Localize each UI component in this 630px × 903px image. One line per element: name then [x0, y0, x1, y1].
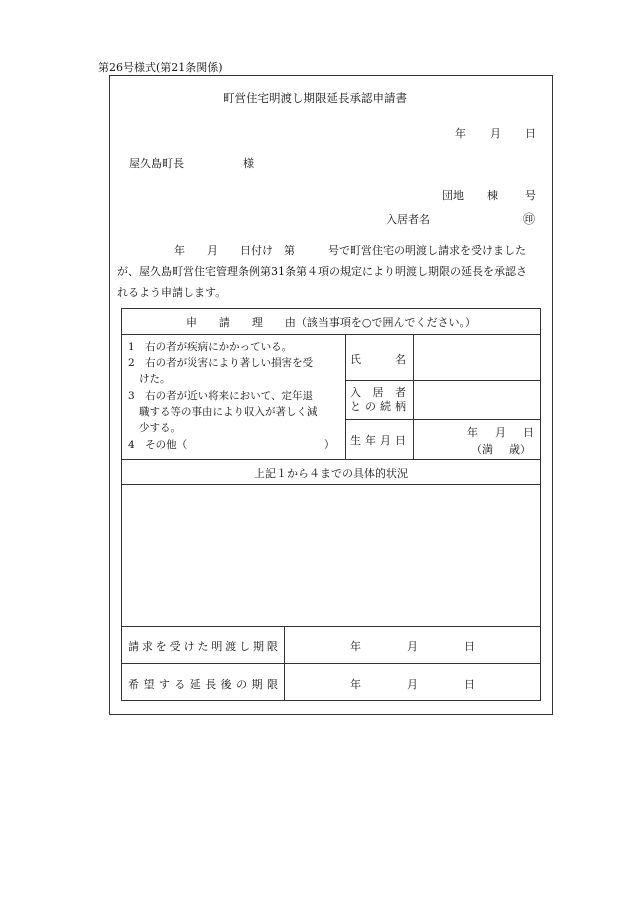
birth-date-value — [467, 424, 534, 440]
label-char: 長 — [205, 678, 217, 691]
addressee-name: 屋久島町長 — [129, 157, 184, 170]
label-char: と — [350, 400, 361, 413]
label-char: 求 — [141, 640, 153, 653]
label-char: 渡 — [225, 640, 237, 653]
date-char: 年 — [350, 678, 361, 691]
label-char: 氏 — [350, 353, 361, 366]
body-line-1: 年 月 日付け 第 号で町営住宅の明渡し請求を受けました — [174, 244, 526, 257]
label-char: 請 — [128, 640, 139, 653]
date-char: 日 — [464, 640, 475, 653]
table-rule — [121, 663, 541, 664]
reason-item-4: 4 その他（ — [128, 439, 188, 451]
table-rule — [345, 380, 541, 381]
label-char: 希 — [128, 678, 139, 691]
label-char: 後 — [220, 678, 232, 691]
table-rule — [413, 334, 414, 459]
desired-deadline-value — [350, 676, 475, 692]
table-rule — [121, 334, 541, 335]
date-char: 日 — [523, 426, 534, 439]
label-char: 限 — [266, 678, 278, 691]
relation-label-row1 — [350, 386, 406, 399]
table-rule — [345, 334, 346, 459]
label-char: の — [236, 678, 248, 691]
label-char: し — [239, 640, 251, 653]
label-char: 延 — [189, 678, 201, 691]
applicant-label: 入居者名 — [386, 213, 430, 226]
reason-header: 申 請 理 由（該当事項を○で囲んでください。） — [185, 316, 477, 329]
label-char: 続 — [380, 400, 391, 413]
date-day-label: 日 — [525, 127, 536, 140]
date-char: 月 — [407, 640, 418, 653]
date-char: 年 — [350, 640, 361, 653]
number-label: 号 — [525, 189, 536, 202]
reason-item-2: 2 右の者が災害により著しい損害を受 — [128, 357, 314, 369]
age-open: （満 — [471, 443, 493, 456]
date-year-label: 年 — [455, 127, 466, 140]
date-char: 日 — [464, 678, 475, 691]
table-rule — [121, 626, 541, 627]
label-char: の — [365, 400, 376, 413]
name-field-label — [350, 351, 406, 367]
label-char: け — [183, 640, 195, 653]
label-char: 生 — [350, 434, 361, 447]
relation-label-row2 — [350, 400, 406, 413]
situation-box — [123, 486, 539, 624]
reason-item-3: 3 右の者が近い将来において、定年退 — [128, 390, 313, 402]
label-char: 受 — [169, 640, 181, 653]
label-char: す — [158, 678, 170, 691]
age-field — [471, 441, 531, 457]
requested-deadline-label — [128, 638, 278, 654]
label-char: 明 — [211, 640, 223, 653]
reason-item-3-cont2: 少する。 — [139, 422, 181, 434]
addressee-honorific: 様 — [243, 157, 254, 170]
desired-deadline-label — [128, 676, 278, 692]
seal-mark: ㊞ — [523, 212, 536, 226]
requested-deadline-value — [350, 638, 475, 654]
birth-date-label — [350, 432, 406, 448]
date-month-label: 月 — [490, 127, 501, 140]
form-number: 第26号様式(第21条関係) — [98, 61, 223, 74]
table-rule — [121, 484, 541, 485]
date-char: 年 — [467, 426, 478, 439]
reason-item-3-cont: 職する等の事由により収入が著しく減 — [139, 406, 318, 418]
age-close: 歳） — [509, 443, 531, 456]
form-title: 町営住宅明渡し期限延長承認申請書 — [223, 91, 407, 105]
reason-item-2-cont: けた。 — [139, 373, 171, 385]
label-char: 日 — [395, 434, 406, 447]
label-char: 柄 — [395, 400, 406, 413]
table-rule — [284, 626, 285, 701]
table-rule — [121, 459, 541, 460]
label-char: た — [197, 640, 209, 653]
building-label: 棟 — [487, 189, 498, 202]
table-rule — [345, 419, 541, 420]
label-char: る — [174, 678, 186, 691]
label-char: 入 — [350, 386, 361, 399]
date-char: 月 — [407, 678, 418, 691]
label-char: 名 — [395, 353, 406, 366]
label-char: 望 — [143, 678, 155, 691]
label-char: 居 — [372, 386, 384, 399]
date-char: 月 — [495, 426, 506, 439]
label-char: を — [155, 640, 167, 653]
label-char: 期 — [251, 678, 263, 691]
label-char: 者 — [395, 386, 406, 399]
label-char: 限 — [266, 640, 278, 653]
body-line-3: れるよう申請します。 — [117, 286, 227, 299]
situation-header: 上記１から４までの具体的状況 — [254, 467, 408, 480]
reason-item-4-close: ） — [324, 439, 335, 451]
reason-item-1: 1 右の者が疾病にかかっている。 — [128, 341, 293, 353]
label-char: 月 — [380, 434, 391, 447]
label-char: 期 — [253, 640, 265, 653]
danchi-label: 団地 — [442, 189, 464, 202]
label-char: 年 — [365, 434, 376, 447]
body-line-2: が、屋久島町営住宅管理条例第31条第４項の規定により明渡し期限の延長を承認さ — [117, 265, 527, 278]
